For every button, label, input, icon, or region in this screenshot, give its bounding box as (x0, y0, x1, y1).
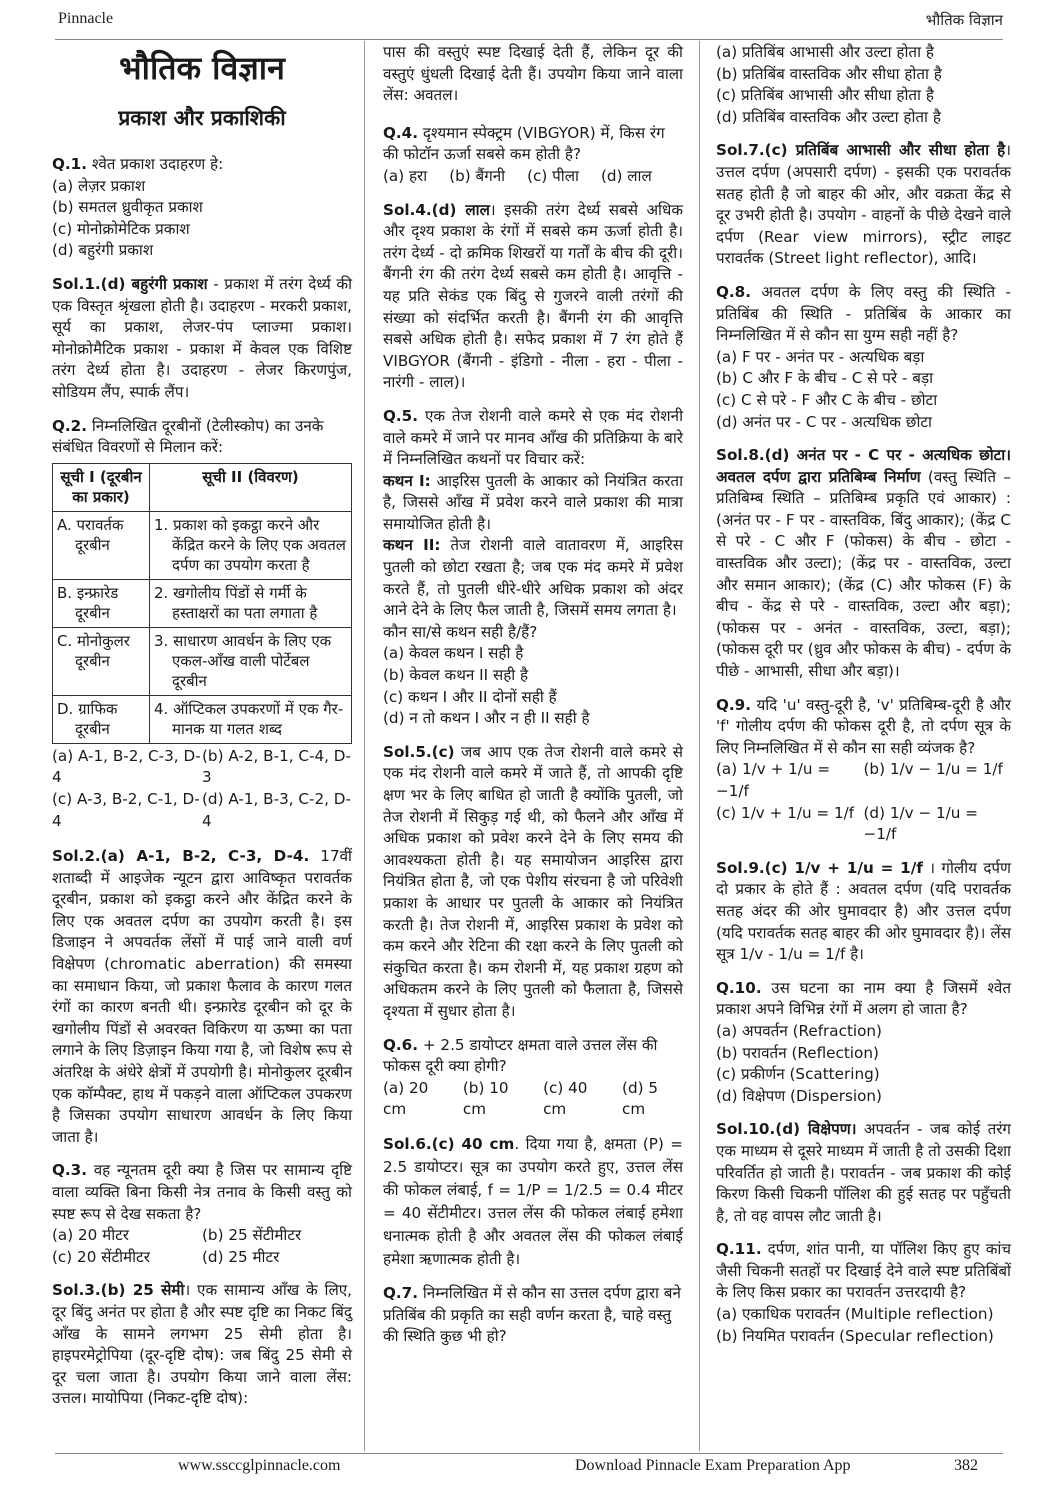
question-label: Q.2. (52, 416, 88, 435)
option-d: (d) 25 मीटर (202, 1247, 280, 1266)
statement-2-label: कथन II: (383, 536, 441, 555)
statement-2-text: तेज रोशनी वाले वातावरण में, आइरिस पुतली को छोटा रखता है; जब एक मंद कमरे में प्रवेश करते हैं, तो पुतली धीरे-धीरे अधिक प्रकाश को अंदर आने देने के लिए फैल जाती है, जिसमें समय लगता है। (383, 536, 683, 620)
solution-text: 17वीं शताब्दी में आइजेक न्यूटन द्वारा आविष्कृत परावर्तक दूरबीन, प्रकाश को इकट्ठा करने और केंद्रित करने के लिए एक अवतल दर्पण का उपयोग करती है। इस डिजाइन ने अपवर्तक लेंसों में पाई जाने वाली वर्ण विक्षेपण (chromatic aberration) की समस्या का समाधान किया, जो प्रकाश फैलाव के कारण गलत रंगों का कारण बनती थी। इन्फ्रारेड दूरबीन को दूर के खगोलीय पिंडों से अवरक्त विकिरण या ऊष्मा का पता लगाने के लिए डिज़ाइन किया गया है, जो विशेष रूप से अंतरिक्ष के अंधेरे क्षेत्रों में उपयोगी है। मोनोकुलर दूरबीन एक कॉम्पैक्ट, हाथ में पकड़ने वाला ऑप्टिकल उपकरण है जिसका उपयोग साधारण आवर्धन के लिए किया जाता है। (52, 847, 352, 1146)
solution-6 (383, 1133, 683, 1271)
option-b: (b) प्रतिबिंब वास्तविक और सीधा होता है (716, 64, 942, 83)
option-c: (c) 40 cm (543, 1078, 588, 1119)
solution-5 (383, 742, 683, 1023)
option-d: (d) 1/v − 1/u = −1/f (863, 803, 978, 844)
solution-7 (716, 140, 1011, 270)
question-9 (716, 695, 1011, 846)
solution-label: Sol.4.(d) लाल (383, 200, 490, 219)
option-c: (c) C से परे - F और C के बीच - छोटा (716, 390, 938, 409)
question-4 (383, 123, 683, 188)
column-2 (383, 42, 683, 1360)
option-b: (b) केवल कथन II सही है (383, 666, 529, 685)
solution-label: Sol.5.(c) (383, 742, 455, 761)
question-1 (52, 154, 352, 262)
table-header: सूची I (दूरबीन का प्रकार) (53, 463, 150, 511)
solution-text: (वस्तु स्थिति – प्रतिबिम्ब स्थिति – प्रतिबिम्ब प्रकृति एवं आकार) : (अनंत पर - F पर - वास्तविक, बिंदु आकार); (केंद्र C से परे - C और F (फोकस) के बीच - छोटा - वास्तविक और उल्टा); (केंद्र पर - वास्तविक, उल्टा और समान आकार); (केंद्र (C) और फोकस (F) के बीच - केंद्र से परे - वास्तविक, उल्टा और बड़ा); (फोकस पर - अनंत - वास्तविक, उल्टा, बड़ा); (फोकस दूरी पर (ध्रुव और फोकस के बीच) - दर्पण के पीछे - आभासी, सीधा और बड़ा)। (716, 467, 1011, 681)
option-a: (a) 20 cm (383, 1078, 429, 1119)
option-c: (c) A-3, B-2, C-1, D-4 (52, 789, 200, 830)
option-d: (d) 5 cm (622, 1078, 658, 1119)
question-7 (383, 1283, 683, 1348)
solution-text: । गोलीय दर्पण दो प्रकार के होते हैं : अवतल दर्पण (यदि परावर्तक सतह अंदर की ओर घुमावदार है) और उत्तल दर्पण (यदि परावर्तक सतह बाहर की ओर घुमावदार है)। लेंस सूत्र 1/v - 1/u = 1/f है। (716, 858, 1012, 964)
option-c: (c) प्रकीर्णन (Scattering) (716, 1065, 880, 1084)
option-a: (a) 20 मीटर (52, 1226, 130, 1245)
option-b: (b) परावर्तन (Reflection) (716, 1043, 879, 1062)
option-d: (d) लाल (600, 166, 652, 185)
option-b: (b) समतल ध्रुवीकृत प्रकाश (52, 198, 203, 217)
option-a: (a) 1/v + 1/u = −1/f (716, 760, 831, 800)
solution-text: - प्रकाश में तरंग देर्ध्य की एक विस्तृत श्रृंखला होती है। उदाहरण - मरकरी प्रकाश, सूर्य का प्रकाश, लेजर-पंप प्लाज्मा प्रकाश। मोनोक्रोमैटिक प्रकाश - प्रकाश में केवल एक विशिष्ट तरंग देर्ध्य होता है। उदाहरण - लेजर किरणपुंज, सोडियम लैंप, स्पार्क लैंप। (52, 274, 353, 401)
question-text: दर्पण, शांत पानी, या पॉलिश किए हुए कांच जैसी चिकनी सतहों पर दिखाई देने वाले स्पष्ट प्रतिबिंबों के लिए किस प्रकार का परावर्तन उत्तरदायी है? (716, 1240, 1011, 1302)
option-d: (d) अनंत पर - C पर - अत्यधिक छोटा (716, 412, 932, 431)
table-cell: 3. साधारण आवर्धन के लिए एक एकल-आँख वाली पोर्टेबल दूरबीन (154, 631, 332, 690)
solution-text: । उत्तल दर्पण (अपसारी दर्पण) - इसकी एक परावर्तक सतह होती है जो बाहर की ओर, और वक्रता केंद्र से दूर उभरी होती है। उपयोग - वाहनों के पीछे देखने वाले दर्पण (Rear view mirrors), स्ट्रीट लाइट परावर्तक (Street light reflector), आदि। (716, 141, 1011, 268)
question-text: + 2.5 डायोप्टर क्षमता वाले उत्तल लेंस की फोकस दूरी क्या होगी? (383, 1035, 658, 1076)
solution-1 (52, 274, 352, 404)
solution-label: Sol.7.(c) प्रतिबिंब आभासी और सीधा होता है (716, 141, 1006, 160)
question-label: Q.1. (52, 155, 88, 173)
question-2 (52, 416, 352, 833)
solution-8 (716, 445, 1011, 683)
solution-text: । इसकी तरंग देर्ध्य सबसे अधिक और दृश्य प्रकाश के रंगों में सबसे कम ऊर्जा होती है। तरंग देर्ध्य - दो क्रमिक शिखरों या गर्तों के बीच की दूरी। बैंगनी रंग की तरंग देर्ध्य सबसे कम होती है। आवृत्ति - यह प्रति सेकंड एक बिंदु से गुजरने वाली तरंगों की संख्या को संदर्भित करती है। बैंगनी रंग की आवृत्ति सबसे अधिक होती है। सफेद प्रकाश में 7 रंग होते हैं VIBGYOR (बैंगनी - इंडिगो - नीला - हरा - पीला - नारंगी - लाल)। (383, 200, 683, 392)
table-row (53, 627, 352, 695)
question-11 (716, 1239, 1011, 1347)
option-b: (b) 25 सेंटीमीटर (202, 1226, 302, 1245)
option-c: (c) प्रतिबिंब आभासी और सीधा होता है (716, 86, 934, 105)
question-text: दृश्यमान स्पेक्ट्रम (VIBGYOR) में, किस रंग की फोटॉन ऊर्जा सबसे कम होती है? (383, 123, 665, 164)
solution-label: Sol.8.(d) अनंत पर - C पर - अत्यधिक छोटा। अवतल दर्पण द्वारा प्रतिबिम्ब निर्माण (716, 446, 1011, 486)
solution-text: । एक सामान्य आँख के लिए, दूर बिंदु अनंत पर होता है और स्पष्ट दृष्टि का निकट बिंदु आँख के सामने लगभग 25 सेमी होता है। हाइपरमेट्रोपिया (दूर-दृष्टि दोष): जब बिंदु 25 सेमी से दूर चला जाता है। उपयोग किया जाने वाला लेंस: उत्तल। मायोपिया (निकट-दृष्टि दोष): (52, 1281, 353, 1408)
option-b: (b) बैंगनी (449, 166, 506, 185)
solution-3 (52, 1280, 352, 1410)
option-a: (a) A-1, B-2, C-3, D-4 (52, 746, 201, 787)
question-text: अवतल दर्पण के लिए वस्तु की स्थिति - प्रतिबिंब की स्थिति - प्रतिबिंब के आकार का निम्नलिखित में से कौन सा युग्म सही नहीं है? (716, 282, 1011, 345)
solution-label: Sol.6.(c) 40 cm (383, 1134, 515, 1153)
options-row (383, 166, 683, 188)
question-text: उस घटना का नाम क्या है जिसमें श्वेत प्रकाश अपने विभिन्न रंगों में अलग हो जाता है? (716, 978, 1011, 1019)
question-text: वह न्यूनतम दूरी क्या है जिस पर सामान्य दृष्टि वाला व्यक्ति बिना किसी नेत्र तनाव के किसी वस्तु को स्पष्ट रूप से देख सकता है? (52, 1161, 352, 1223)
solution-9 (716, 858, 1011, 966)
match-table (52, 463, 352, 744)
question-text: यदि 'u' वस्तु-दूरी है, 'v' प्रतिबिम्ब-दूरी है और 'f' गोलीय दर्पण की फोकस दूरी है, तो दर्पण सूत्र के लिए निम्नलिखित में से कौन सा सही व्यंजक है? (716, 695, 1011, 757)
page-number: 382 (954, 1457, 978, 1474)
question-label: Q.7. (383, 1283, 419, 1302)
table-cell: 4. ऑप्टिकल उपकरणों में एक गैर-मानक या गलत शब्द (154, 699, 344, 738)
options-row (52, 746, 352, 789)
question-label: Q.5. (383, 406, 419, 425)
table-row (53, 511, 352, 579)
section-title: प्रकाश और प्रकाशिकी (118, 106, 286, 130)
question-label: Q.10. (716, 978, 762, 997)
option-d: (d) बहुरंगी प्रकाश (52, 241, 154, 260)
footer-divider (55, 1453, 1003, 1454)
table-cell: C. मोनोकुलर दूरबीन (57, 631, 130, 670)
solution-text: अपवर्तन - जब कोई तरंग एक माध्यम से दूसरे माध्यम में जाती है तो उसकी दिशा परिवर्तित हो जाती है। परावर्तन - जब प्रकाश की कोई किरण किसी चिकनी पॉलिश की हुई सतह पर पहुँचती है, तो वह वापस लौट जाती है। (716, 1120, 1011, 1225)
option-d: (d) विक्षेपण (Dispersion) (716, 1086, 882, 1105)
header-divider (55, 39, 1003, 40)
question-prompt: कौन सा/से कथन सही है/हैं? (383, 622, 538, 641)
statement-1-label: कथन I: (383, 471, 431, 490)
option-d: (d) A-1, B-3, C-2, D-4 (202, 789, 351, 830)
question-3 (52, 1160, 352, 1268)
table-cell: A. परावर्तक दूरबीन (57, 515, 124, 554)
solution-label: Sol.9.(c) 1/v + 1/u = 1/f (716, 858, 923, 877)
option-a: (a) F पर - अनंत पर - अत्यधिक बड़ा (716, 347, 925, 366)
column-1 (52, 42, 352, 1422)
option-b: (b) 1/v − 1/u = 1/f (863, 760, 1003, 779)
question-text: निम्नलिखित दूरबीनों (टेलीस्कोप) का उनके संबंधित विवरणों से मिलान करें: (52, 416, 324, 457)
question-label: Q.8. (716, 282, 752, 301)
option-a: (a) हरा (383, 166, 428, 185)
option-b: (b) नियमित परावर्तन (Specular reflection) (716, 1326, 994, 1345)
question-label: Q.11. (716, 1240, 762, 1259)
option-b: (b) C और F के बीच - C से परे - बड़ा (716, 369, 933, 388)
table-header-row (53, 463, 352, 511)
column-divider (364, 41, 365, 1451)
question-7-options (716, 42, 1011, 128)
table-row (53, 579, 352, 627)
page-title: भौतिक विज्ञान (119, 49, 285, 87)
solution-10 (716, 1119, 1011, 1227)
question-8 (716, 282, 1011, 433)
question-label: Q.4. (383, 123, 419, 142)
option-a: (a) लेज़र प्रकाश (52, 176, 146, 195)
statement-1-text: आइरिस पुतली के आकार को नियंत्रित करता है, जिससे आँख में प्रवेश करने वाले प्रकाश की मात्रा समायोजित होती है। (383, 471, 684, 533)
option-b: (b) A-2, B-1, C-4, D-3 (202, 746, 351, 787)
option-c: (c) 1/v + 1/u = 1/f (716, 803, 855, 822)
options-row (383, 1078, 683, 1121)
options-row (716, 803, 1011, 846)
footer-website-link[interactable]: www.ssccglpinnacle.com (178, 1457, 341, 1474)
footer-app-promo: Download Pinnacle Exam Preparation App (575, 1457, 851, 1474)
option-c: (c) 20 सेंटीमीटर (52, 1247, 150, 1266)
options-row (716, 759, 1011, 802)
option-a: (a) प्रतिबिंब आभासी और उल्टा होता है (716, 43, 934, 61)
column-3 (716, 42, 1011, 1359)
header-brand: Pinnacle (58, 10, 114, 27)
question-text: निम्नलिखित में से कौन सा उत्तल दर्पण द्वारा बने प्रतिबिंब की प्रकृति का सही वर्णन करता है, चाहे वस्तु की स्थिति कुछ भी हो? (383, 1283, 681, 1346)
solution-label: Sol.3.(b) 25 सेमी (52, 1281, 185, 1300)
option-d: (d) न तो कथन I और न ही II सही है (383, 709, 590, 728)
column-divider (699, 41, 700, 1451)
options-row (52, 1225, 352, 1247)
option-a: (a) अपवर्तन (Refraction) (716, 1021, 882, 1040)
solution-4 (383, 200, 683, 394)
table-cell: B. इन्फ्रारेड दूरबीन (57, 583, 119, 622)
solution-3-continued: पास की वस्तुएं स्पष्ट दिखाई देती हैं, लेकिन दूर की वस्तुएं धुंधली दिखाई देती हैं। उपयोग किया जाने वाला लेंस: अवतल। (383, 43, 683, 105)
solution-label: Sol.2.(a) A-1, B-2, C-3, D-4. (52, 847, 310, 866)
solution-2 (52, 846, 352, 1148)
table-cell: 2. खगोलीय पिंडों से गर्मी के हस्ताक्षरों का पता लगाता है (154, 583, 318, 622)
question-label: Q.3. (52, 1161, 88, 1180)
table-cell: 1. प्रकाश को इकट्ठा करने और केंद्रित करने के लिए एक अवतल दर्पण का उपयोग करता है (154, 515, 346, 574)
options-row (52, 789, 352, 832)
table-header: सूची II (विवरण) (150, 463, 352, 511)
option-b: (b) 10 cm (462, 1078, 509, 1119)
question-6 (383, 1035, 683, 1121)
option-d: (d) प्रतिबिंब वास्तविक और उल्टा होता है (716, 107, 941, 126)
question-text: श्वेत प्रकाश उदाहरण हे: (87, 155, 224, 173)
solution-text: जब आप एक तेज रोशनी वाले कमरे से एक मंद रोशनी वाले कमरे में जाते हैं, तो आपकी दृष्टि क्षण भर के लिए बाधित हो जाती है क्योंकि पुतली, जो तेज रोशनी में सिकुड़ गई थी, को फैलने और आँख में अधिक प्रकाश को प्रवेश करने देने के लिए समय की आवश्यकता होती है। यह समायोजन आइरिस द्वारा नियंत्रित होता है, जो एक पेशीय संरचना है जो परिवेशी प्रकाश के आधार पर पुतली के आकार को नियंत्रित करती है। तेज रोशनी में, आइरिस प्रकाश के प्रवेश को कम करने और रेटिना की रक्षा करने के लिए पुतली को संकुचित करता है। कम रोशनी में, यह प्रकाश ग्रहण को अधिकतम करने के लिए पुतली को फैलाता है, जिससे दृश्यता में सुधार होता है। (383, 742, 683, 1020)
question-5 (383, 406, 683, 730)
option-a: (a) केवल कथन I सही है (383, 644, 524, 663)
solution-label: Sol.1.(d) बहुरंगी प्रकाश (52, 274, 208, 293)
table-row (53, 695, 352, 743)
question-10 (716, 978, 1011, 1108)
option-c: (c) पीला (527, 166, 579, 185)
option-a: (a) एकाधिक परावर्तन (Multiple reflection) (716, 1305, 994, 1324)
options-row (52, 1247, 352, 1269)
option-c: (c) मोनोक्रोमेटिक प्रकाश (52, 219, 190, 238)
header-subject: भौतिक विज्ञान (925, 11, 1003, 29)
question-label: Q.9. (716, 695, 752, 714)
question-label: Q.6. (383, 1035, 419, 1054)
solution-label: Sol.10.(d) विक्षेपण। (716, 1120, 857, 1139)
table-cell: D. ग्राफिक दूरबीन (57, 699, 118, 738)
option-c: (c) कथन I और II दोनों सही हैं (383, 687, 557, 706)
question-text: एक तेज रोशनी वाले कमरे से एक मंद रोशनी वाले कमरे में जाने पर मानव आँख की प्रतिक्रिया के बारे में निम्नलिखित कथनों पर विचार करें: (383, 406, 683, 469)
solution-text: . दिया गया है, क्षमता (P) = 2.5 डायोप्टर। सूत्र का उपयोग करते हुए, उत्तल लेंस की फोकल लंबाई, f = 1/P = 1/2.5 = 0.4 मीटर = 40 सेंटीमीटर। उत्तल लेंस की फोकल लंबाई हमेशा धनात्मक होती है और अवतल लेंस की फोकल लंबाई हमेशा ऋणात्मक होती है। (383, 1134, 683, 1268)
